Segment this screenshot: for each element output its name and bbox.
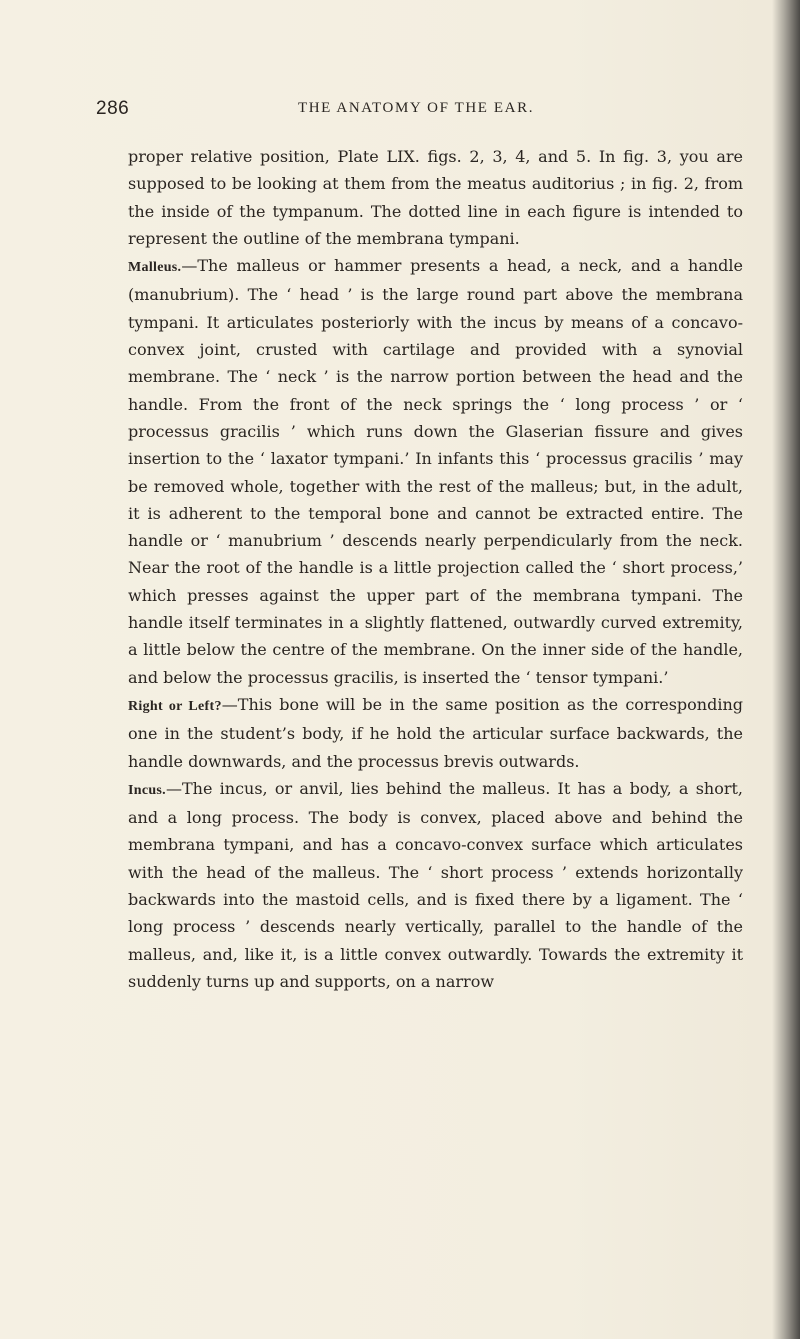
incus-heading: Incus.	[128, 782, 166, 798]
paragraph-intro-text: proper relative position, Plate LIX. figs. 2, 3, 4, and 5. In fig. 3, you are supposed to be looking at them from the meatus auditorius ; in fig. 2, from the inside of the tympanum. The dotted line in each figure is intended to represent the outline of the membrana tympani.	[128, 147, 743, 248]
paragraph-malleus	[128, 252, 743, 691]
malleus-text: —The malleus or hammer presents a head, a neck, and a handle (manubrium). The ‘ head ’ is the large round part above the membrana tympani. It articulates posteriorly with the incus by means of a concavo-convex joint, crusted with cartilage and provided with a synovial membrane. The ‘ neck ’ is the narrow portion between the head and the handle. From the front of the neck springs the ‘ long process ’ or ‘ processus gracilis ’ which runs down the Glaserian fissure and gives insertion to the ‘ laxator tympani.’ In infants this ‘ processus gracilis ’ may be removed whole, together with the rest of the malleus; but, in the adult, it is adherent to the temporal bone and cannot be extracted entire. The handle or ‘ manubrium ’ descends nearly perpendicularly from the neck. Near the root of the handle is a little projection called the ‘ short process,’ which presses against the upper part of the membrana tympani. The handle itself terminates in a slightly flattened, outwardly curved extremity, a little below the centre of the membrane. On the inner side of the handle, and below the processus gracilis, is inserted the ‘ tensor tympani.’	[128, 256, 743, 687]
running-head: THE ANATOMY OF THE EAR.	[297, 100, 535, 116]
paragraph-intro	[128, 143, 743, 252]
malleus-heading: Malleus.	[128, 260, 182, 276]
right-or-left-heading: Right or Left?	[128, 698, 222, 714]
paragraph-incus	[128, 775, 743, 995]
page-header	[96, 98, 696, 126]
body-text	[128, 143, 743, 995]
page-edge-shadow	[772, 0, 800, 1339]
page-number: 286	[96, 98, 130, 119]
right-or-left-text: —This bone will be in the same position as the corresponding one in the student’s body, if he hold the articular surface backwards, the handle downwards, and the processus brevis outwards.	[128, 694, 743, 771]
incus-text: —The incus, or anvil, lies behind the malleus. It has a body, a short, and a long process. The body is convex, placed above and behind the membrana tympani, and has a concavo-convex surface which articulates with the head of the malleus. The ‘ short process ’ extends horizontally backwards into the mastoid cells, and is fixed there by a ligament. The ‘ long process ’ descends nearly vertically, parallel to the handle of the malleus, and, like it, is a little convex outwardly. Towards the extremity it suddenly turns up and supports, on a narrow	[128, 778, 743, 991]
paragraph-right-or-left	[128, 691, 743, 775]
